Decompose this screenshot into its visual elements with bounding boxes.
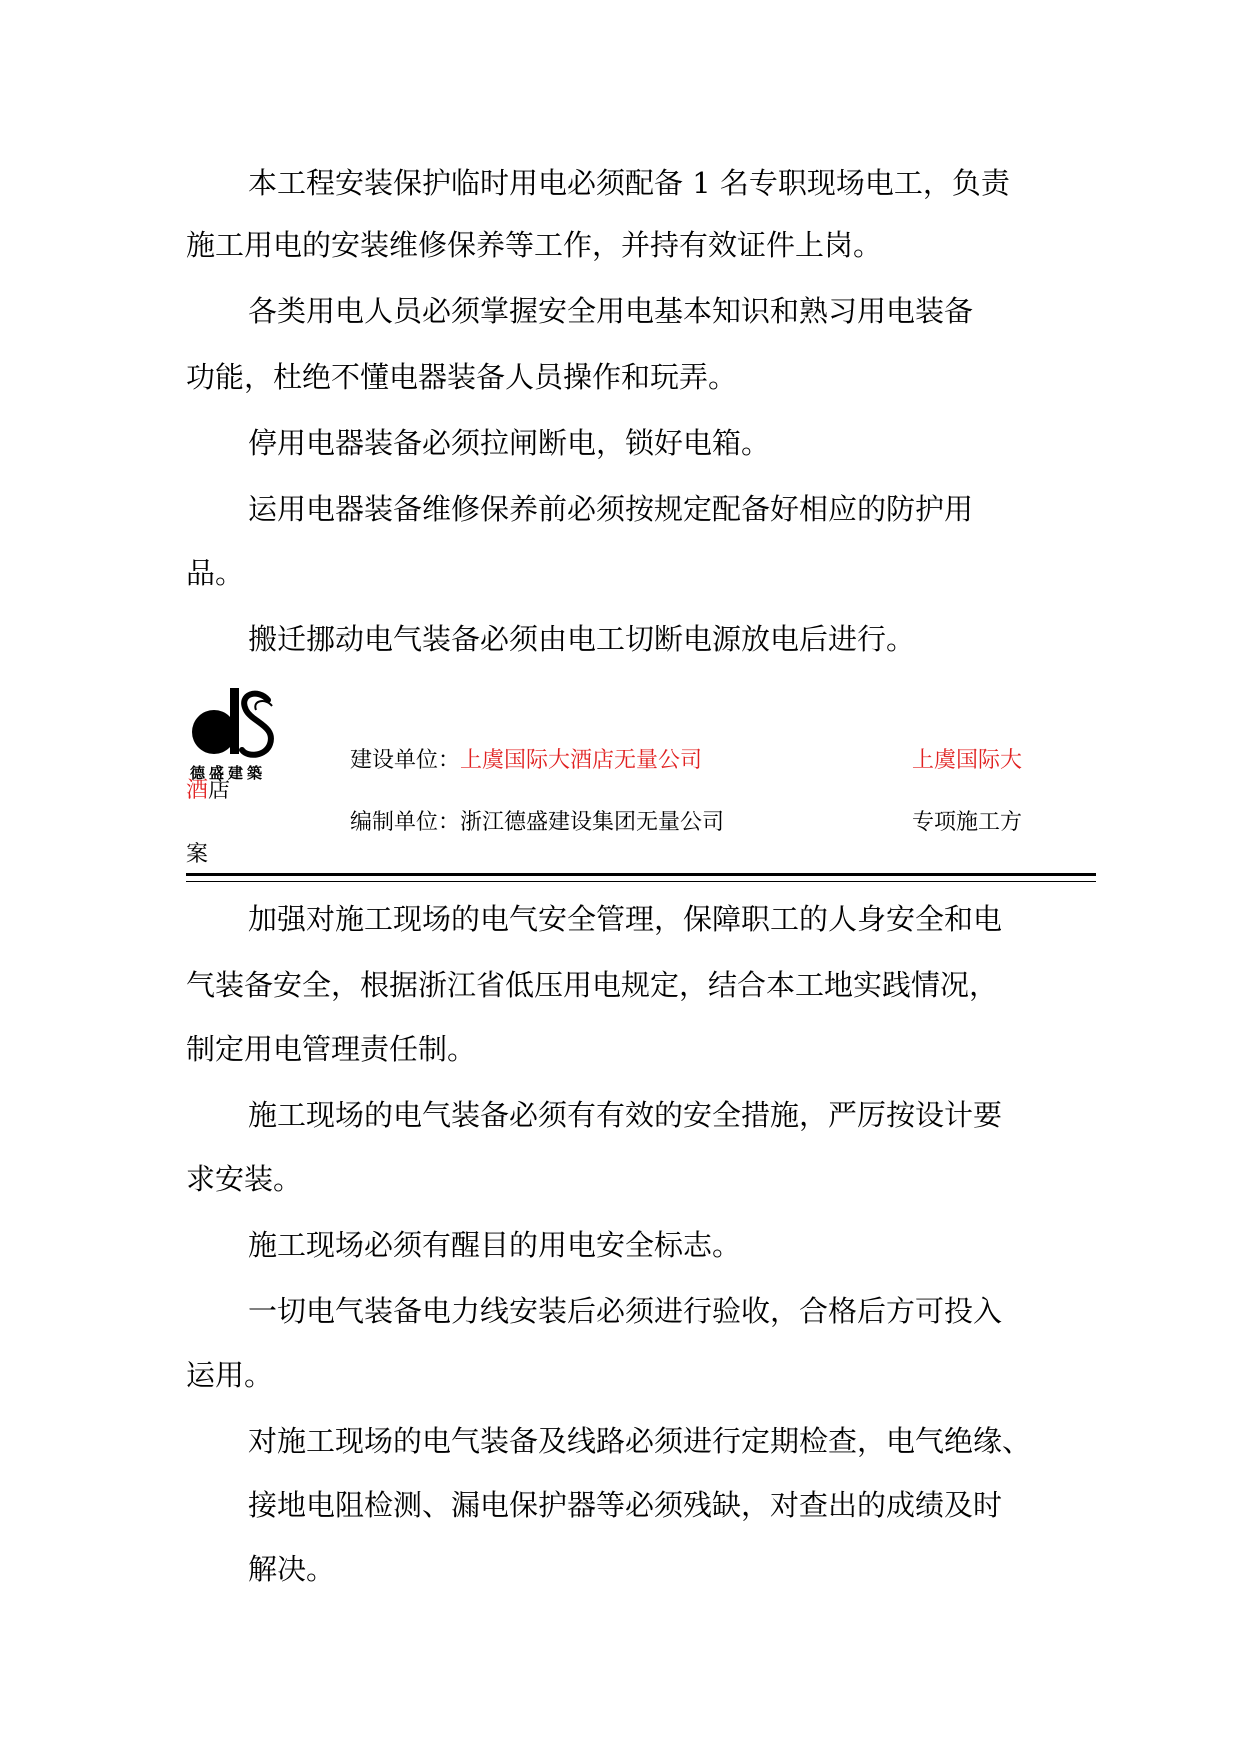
header-wrap-line-1 (186, 776, 230, 806)
paragraph-line: 施工用电的安装维修保养等工作，并持有效证件上岗。 (186, 228, 883, 262)
build-unit-label: 建设单位： (350, 748, 461, 773)
header-rule-thin (186, 881, 1096, 882)
paragraph-line: 搬迁挪动电气装备必须由电工切断电源放电后进行。 (248, 622, 916, 656)
header-rule-thick (186, 873, 1096, 876)
paragraph-line: 本工程安装保护临时用电必须配备 1 名专职现场电工，负责 (248, 166, 1010, 200)
paragraph-line: 解决。 (248, 1552, 336, 1586)
paragraph-line: 品。 (186, 556, 245, 590)
logo-text: 德盛建築 (190, 764, 267, 782)
paragraph-line: 各类用电人员必须掌握安全用电基本知识和熟习用电装备 (248, 294, 974, 328)
paragraph-line: 接地电阻检测、漏电保护器等必须残缺，对查出的成绩及时 (248, 1488, 1003, 1522)
paragraph-line: 气装备安全，根据浙江省低压用电规定，结合本工地实践情况， (186, 968, 999, 1002)
edit-unit-value: 浙江德盛建设集团无量公司 (460, 810, 725, 835)
paragraph-line: 加强对施工现场的电气安全管理，保障职工的人身安全和电 (248, 902, 1003, 936)
header-right-top: 上虞国际大 (912, 748, 1023, 773)
edit-unit-line (350, 808, 724, 838)
paragraph-line: 施工现场的电气装备必须有有效的安全措施，严厉按设计要 (248, 1098, 1003, 1132)
header-right-bottom: 专项施工方 (912, 810, 1023, 835)
paragraph-line: 制定用电管理责任制。 (186, 1032, 477, 1066)
paragraph-line: 施工现场必须有醒目的用电安全标志。 (248, 1228, 742, 1262)
paragraph-line: 求安装。 (186, 1162, 303, 1196)
edit-unit-label: 编制单位： (350, 810, 461, 835)
header-wrap-line-2: 案 (186, 842, 209, 867)
header-wrap-red: 酒 (186, 778, 209, 803)
paragraph-line: 运用电器装备维修保养前必须按规定配备好相应的防护用 (248, 492, 974, 526)
paragraph-line: 功能，杜绝不懂电器装备人员操作和玩弄。 (186, 360, 738, 394)
build-unit-line (350, 746, 702, 776)
header-wrap-black: 店 (208, 778, 231, 803)
paragraph-line: 一切电气装备电力线安装后必须进行验收，合格后方可投入 (248, 1294, 1003, 1328)
paragraph-line: 运用。 (186, 1358, 274, 1392)
company-logo (186, 686, 282, 782)
build-unit-value: 上虞国际大酒店无量公司 (460, 748, 703, 773)
paragraph-line: 停用电器装备必须拉闸断电，锁好电箱。 (248, 426, 771, 460)
paragraph-line: 对施工现场的电气装备及线路必须进行定期检查，电气绝缘、 (248, 1424, 1032, 1458)
